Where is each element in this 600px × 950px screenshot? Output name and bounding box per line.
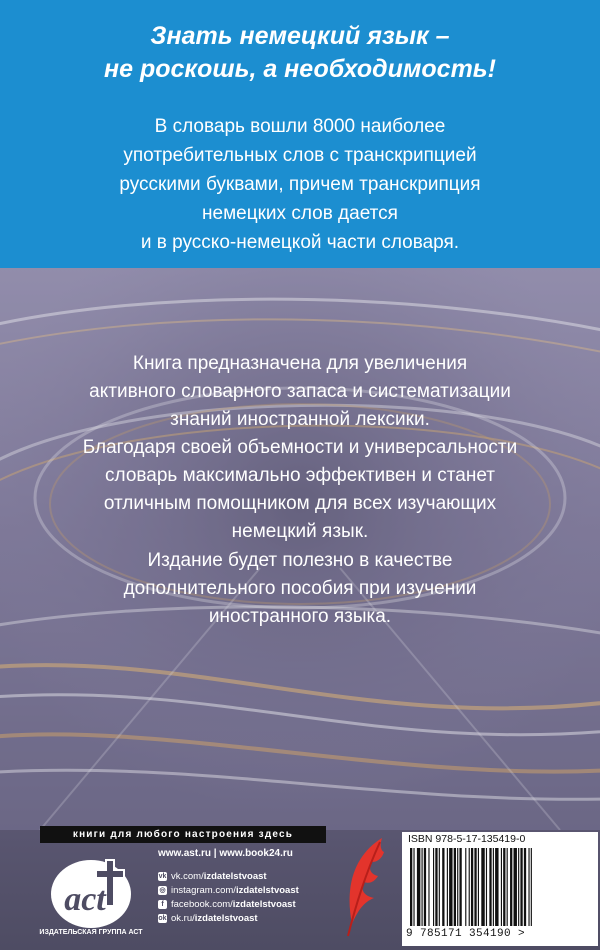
barcode-bar: [514, 848, 517, 926]
paragraph-line: Книга предназначена для увеличения: [132, 353, 468, 374]
barcode-bar: [474, 848, 476, 926]
isbn-barcode-box: [402, 832, 598, 946]
ok-icon: ok: [158, 914, 167, 922]
barcode-bar: [447, 848, 448, 926]
paragraph-line: дополнительного пособия при изучении: [123, 578, 477, 599]
vk-icon: vk: [158, 872, 167, 880]
barcode-bar: [439, 848, 440, 926]
social-handle: izdatelstvoast: [194, 912, 258, 924]
description-paragraph-3: [20, 547, 580, 631]
barcode-bar: [449, 848, 452, 926]
barcode-bar: [435, 848, 437, 926]
barcode-bar: [520, 848, 522, 926]
social-prefix: vk.com/: [171, 870, 204, 882]
social-link-facebook[interactable]: [158, 897, 299, 911]
intro-line: русскими буквами, причем транскрипция: [119, 174, 481, 195]
barcode-bar: [518, 848, 519, 926]
social-handle: izdatelstvoast: [235, 884, 299, 896]
barcode-bar: [465, 848, 466, 926]
barcode-bar: [457, 848, 458, 926]
barcode-digits: 9 785171 354190 >: [406, 928, 526, 940]
facebook-icon: f: [158, 900, 167, 909]
intro-line: употребительных слов с транскрипцией: [123, 145, 477, 166]
social-prefix: facebook.com/: [171, 898, 233, 910]
headline-line-2: не роскошь, а необходимость!: [104, 55, 496, 83]
isbn-number: ISBN 978-5-17-135419-0: [408, 833, 526, 845]
headline-line-1: Знать немецкий язык –: [150, 22, 450, 50]
barcode-bar: [531, 848, 532, 926]
barcode-bar: [489, 848, 491, 926]
barcode-bar: [478, 848, 479, 926]
barcode-bar: [501, 848, 502, 926]
barcode-bar: [486, 848, 487, 926]
social-links: [158, 869, 299, 925]
slogan-banner: книги для любого настроения здесь: [40, 826, 326, 843]
intro-text: [40, 112, 560, 257]
paragraph-line: знаний иностранной лексики.: [170, 409, 430, 430]
social-prefix: ok.ru/: [171, 912, 195, 924]
barcode-bar: [410, 848, 412, 926]
ast-logo: [30, 846, 152, 942]
barcode-bar: [459, 848, 461, 926]
intro-line: В словарь вошли 8000 наиболее: [154, 116, 446, 137]
barcode-bar: [503, 848, 505, 926]
barcode-bar: [422, 848, 423, 926]
social-link-ok[interactable]: [158, 911, 299, 925]
paragraph-line: иностранного языка.: [208, 606, 392, 627]
feather-imprint-logo: [334, 832, 396, 944]
paragraph-line: словарь максимально эффективен и станет: [105, 465, 495, 486]
description-paragraph-2: [20, 434, 580, 546]
headline: [60, 20, 540, 86]
barcode-bar: [454, 848, 456, 926]
barcode-bar: [428, 848, 429, 926]
barcode-bar: [524, 848, 526, 926]
description-paragraph-1: [20, 350, 580, 434]
instagram-icon: ◎: [159, 886, 166, 894]
paragraph-line: немецкий язык.: [231, 521, 369, 542]
barcode-bar: [481, 848, 484, 926]
barcode-bar: [495, 848, 498, 926]
barcode-bar: [510, 848, 512, 926]
intro-line: и в русско-немецкой части словаря.: [140, 232, 460, 253]
barcode-bar: [424, 848, 426, 926]
publisher-websites[interactable]: www.ast.ru | www.book24.ru: [158, 848, 293, 859]
barcode-bar: [433, 848, 434, 926]
social-handle: izdatelstvoast: [203, 870, 267, 882]
barcode: [408, 848, 590, 928]
barcode-bar: [528, 848, 529, 926]
barcode-bar: [471, 848, 473, 926]
paragraph-line: Издание будет полезно в качестве: [147, 550, 453, 571]
barcode-bar: [417, 848, 420, 926]
publisher-caption: ИЗДАТЕЛЬСКАЯ ГРУППА АСТ: [39, 929, 143, 936]
intro-line: немецких слов дается: [202, 203, 398, 224]
barcode-bar: [442, 848, 444, 926]
paragraph-line: Благодаря своей объемности и универсальности: [82, 437, 518, 458]
ast-logo-text: act: [64, 881, 106, 918]
barcode-bar: [507, 848, 508, 926]
barcode-bar: [469, 848, 470, 926]
social-handle: izdatelstvoast: [232, 898, 296, 910]
top-blue-panel: [0, 0, 600, 268]
barcode-bar: [413, 848, 414, 926]
barcode-bar: [493, 848, 494, 926]
paragraph-line: отличным помощником для всех изучающих: [103, 493, 497, 514]
social-link-vk[interactable]: [158, 869, 299, 883]
social-link-instagram[interactable]: [158, 883, 299, 897]
social-prefix: instagram.com/: [171, 884, 236, 896]
paragraph-line: активного словарного запаса и систематизации: [89, 381, 511, 402]
